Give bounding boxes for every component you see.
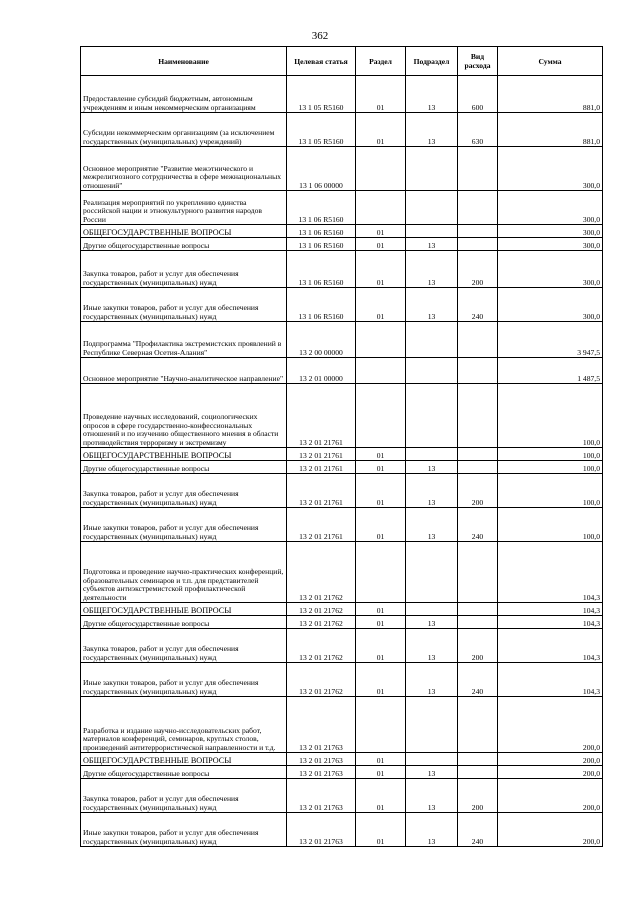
row-amount-cell: 3 947,5 (498, 322, 603, 358)
row-amount-cell: 200,0 (498, 813, 603, 847)
row-target-cell: 13 2 01 21763 (287, 753, 356, 766)
table-row (81, 629, 603, 663)
row-target-cell: 13 2 01 21761 (287, 474, 356, 508)
row-section-cell: 01 (356, 603, 406, 616)
row-amount-cell: 200,0 (498, 779, 603, 813)
row-subsection-cell: 13 (406, 766, 458, 779)
row-name-cell: Иные закупки товаров, работ и услуг для обеспечения государственных (муниципальных) нужд (81, 508, 287, 542)
row-name-cell: Закупка товаров, работ и услуг для обеспечения государственных (муниципальных) нужд (81, 779, 287, 813)
row-expense-type-cell (458, 753, 498, 766)
table-row (81, 191, 603, 225)
row-expense-type-cell (458, 448, 498, 461)
row-subsection-cell (406, 384, 458, 448)
row-amount-cell: 300,0 (498, 238, 603, 251)
table-row (81, 76, 603, 113)
row-amount-cell: 200,0 (498, 697, 603, 753)
table-row (81, 508, 603, 542)
row-expense-type-cell (458, 358, 498, 384)
table-row (81, 461, 603, 474)
row-amount-cell: 200,0 (498, 766, 603, 779)
row-name-cell: ОБЩЕГОСУДАРСТВЕННЫЕ ВОПРОСЫ (81, 753, 287, 766)
page-number: 362 (311, 30, 329, 42)
row-subsection-cell: 13 (406, 474, 458, 508)
row-target-cell: 13 2 01 21763 (287, 779, 356, 813)
row-expense-type-cell (458, 766, 498, 779)
row-target-cell: 13 2 01 21761 (287, 384, 356, 448)
row-name-cell: Разработка и издание научно-исследовательских работ, материалов конференций, семинаров, круглых столов, произведений антитеррористической направленности и т.д. (81, 697, 287, 753)
row-target-cell: 13 1 06 R5160 (287, 238, 356, 251)
row-expense-type-cell (458, 542, 498, 603)
row-expense-type-cell: 200 (458, 474, 498, 508)
row-expense-type-cell (458, 191, 498, 225)
row-amount-cell: 100,0 (498, 448, 603, 461)
row-name-cell: Основное мероприятие "Научно-аналитическое направление" (81, 358, 287, 384)
row-section-cell: 01 (356, 251, 406, 288)
row-section-cell: 01 (356, 779, 406, 813)
row-subsection-cell (406, 147, 458, 191)
row-name-cell: Закупка товаров, работ и услуг для обеспечения государственных (муниципальных) нужд (81, 474, 287, 508)
row-subsection-cell: 13 (406, 251, 458, 288)
row-subsection-cell: 13 (406, 616, 458, 629)
row-expense-type-cell: 630 (458, 113, 498, 147)
row-expense-type-cell (458, 238, 498, 251)
row-expense-type-cell: 200 (458, 629, 498, 663)
row-section-cell: 01 (356, 113, 406, 147)
row-name-cell: Другие общегосударственные вопросы (81, 238, 287, 251)
budget-table (80, 46, 603, 847)
row-subsection-cell: 13 (406, 779, 458, 813)
row-expense-type-cell (458, 147, 498, 191)
table-row (81, 474, 603, 508)
row-section-cell: 01 (356, 766, 406, 779)
table-row (81, 358, 603, 384)
row-section-cell: 01 (356, 629, 406, 663)
row-section-cell (356, 384, 406, 448)
row-section-cell: 01 (356, 225, 406, 238)
row-section-cell: 01 (356, 474, 406, 508)
row-subsection-cell: 13 (406, 76, 458, 113)
row-target-cell: 13 2 01 21761 (287, 461, 356, 474)
row-subsection-cell: 13 (406, 508, 458, 542)
row-section-cell: 01 (356, 508, 406, 542)
row-subsection-cell (406, 225, 458, 238)
row-section-cell: 01 (356, 461, 406, 474)
row-name-cell: Проведение научных исследований, социологических опросов в сфере государственно-конфессиональных отношений и по изучению общественного мнения в области противодействия терроризму и экстремизму (81, 384, 287, 448)
row-amount-cell: 300,0 (498, 191, 603, 225)
row-target-cell: 13 1 06 R5160 (287, 225, 356, 238)
row-expense-type-cell (458, 225, 498, 238)
row-expense-type-cell (458, 603, 498, 616)
row-amount-cell: 100,0 (498, 461, 603, 474)
row-name-cell: Закупка товаров, работ и услуг для обеспечения государственных (муниципальных) нужд (81, 251, 287, 288)
table-row (81, 663, 603, 697)
row-amount-cell: 1 487,5 (498, 358, 603, 384)
row-amount-cell: 300,0 (498, 288, 603, 322)
row-amount-cell: 200,0 (498, 753, 603, 766)
row-name-cell: Другие общегосударственные вопросы (81, 461, 287, 474)
row-name-cell: Основное мероприятие "Развитие межэтнического и межрелигиозного сотрудничества в сфере межнациональных отношений" (81, 147, 287, 191)
row-amount-cell: 100,0 (498, 508, 603, 542)
row-expense-type-cell: 240 (458, 813, 498, 847)
table-row (81, 603, 603, 616)
row-name-cell: Другие общегосударственные вопросы (81, 766, 287, 779)
row-subsection-cell (406, 322, 458, 358)
row-subsection-cell: 13 (406, 629, 458, 663)
table-row (81, 753, 603, 766)
row-amount-cell: 881,0 (498, 113, 603, 147)
row-name-cell: ОБЩЕГОСУДАРСТВЕННЫЕ ВОПРОСЫ (81, 603, 287, 616)
row-section-cell: 01 (356, 238, 406, 251)
row-section-cell: 01 (356, 753, 406, 766)
row-amount-cell: 104,3 (498, 629, 603, 663)
row-target-cell: 13 2 01 21762 (287, 542, 356, 603)
row-target-cell: 13 2 01 21763 (287, 766, 356, 779)
row-target-cell: 13 1 05 R5160 (287, 76, 356, 113)
table-row (81, 542, 603, 603)
row-target-cell: 13 1 06 R5160 (287, 288, 356, 322)
table-row (81, 251, 603, 288)
row-target-cell: 13 2 01 00000 (287, 358, 356, 384)
row-section-cell: 01 (356, 663, 406, 697)
row-subsection-cell (406, 191, 458, 225)
header-name: Наименование (81, 47, 287, 76)
row-target-cell: 13 2 01 21762 (287, 663, 356, 697)
row-amount-cell: 104,3 (498, 616, 603, 629)
row-subsection-cell: 13 (406, 461, 458, 474)
row-expense-type-cell: 200 (458, 251, 498, 288)
row-target-cell: 13 2 01 21763 (287, 813, 356, 847)
row-target-cell: 13 2 01 21762 (287, 603, 356, 616)
row-subsection-cell: 13 (406, 813, 458, 847)
row-name-cell: Другие общегосударственные вопросы (81, 616, 287, 629)
row-section-cell (356, 697, 406, 753)
row-section-cell (356, 191, 406, 225)
row-section-cell: 01 (356, 448, 406, 461)
header-amount: Сумма (498, 47, 603, 76)
row-subsection-cell: 13 (406, 288, 458, 322)
row-expense-type-cell: 600 (458, 76, 498, 113)
row-subsection-cell (406, 448, 458, 461)
row-target-cell: 13 2 01 21763 (287, 697, 356, 753)
table-row (81, 779, 603, 813)
row-section-cell (356, 322, 406, 358)
row-expense-type-cell (458, 616, 498, 629)
row-target-cell: 13 2 01 21762 (287, 616, 356, 629)
row-expense-type-cell (458, 461, 498, 474)
row-amount-cell: 104,3 (498, 663, 603, 697)
table-row (81, 384, 603, 448)
row-target-cell: 13 2 01 21762 (287, 629, 356, 663)
row-name-cell: ОБЩЕГОСУДАРСТВЕННЫЕ ВОПРОСЫ (81, 225, 287, 238)
row-expense-type-cell (458, 322, 498, 358)
row-subsection-cell: 13 (406, 238, 458, 251)
table-row (81, 766, 603, 779)
row-section-cell (356, 542, 406, 603)
table-row (81, 288, 603, 322)
table-row (81, 322, 603, 358)
row-name-cell: Субсидии некоммерческим организациям (за исключением государственных (муниципальных) учреждений) (81, 113, 287, 147)
row-name-cell: Иные закупки товаров, работ и услуг для обеспечения государственных (муниципальных) нужд (81, 288, 287, 322)
row-section-cell: 01 (356, 813, 406, 847)
row-name-cell: Иные закупки товаров, работ и услуг для обеспечения государственных (муниципальных) нужд (81, 663, 287, 697)
row-expense-type-cell: 200 (458, 779, 498, 813)
row-target-cell: 13 2 00 00000 (287, 322, 356, 358)
table-row (81, 813, 603, 847)
header-section: Раздел (356, 47, 406, 76)
row-subsection-cell (406, 603, 458, 616)
row-target-cell: 13 2 01 21761 (287, 448, 356, 461)
row-section-cell: 01 (356, 288, 406, 322)
row-target-cell: 13 1 05 R5160 (287, 113, 356, 147)
row-name-cell: Подпрограмма "Профилактика экстремистских проявлений в Республике Северная Осетия-Алания" (81, 322, 287, 358)
row-expense-type-cell: 240 (458, 663, 498, 697)
row-subsection-cell (406, 358, 458, 384)
row-name-cell: Иные закупки товаров, работ и услуг для обеспечения государственных (муниципальных) нужд (81, 813, 287, 847)
table-row (81, 113, 603, 147)
row-name-cell: Реализация мероприятий по укреплению единства российской нации и этнокультурного развития народов России (81, 191, 287, 225)
row-subsection-cell (406, 697, 458, 753)
row-section-cell: 01 (356, 76, 406, 113)
row-target-cell: 13 2 01 21761 (287, 508, 356, 542)
row-name-cell: Закупка товаров, работ и услуг для обеспечения государственных (муниципальных) нужд (81, 629, 287, 663)
row-amount-cell: 100,0 (498, 384, 603, 448)
row-expense-type-cell (458, 697, 498, 753)
row-name-cell: Подготовка и проведение научно-практических конференций, образовательных семинаров и т.п. для представителей субъектов антиэкстремистской профилактической деятельности (81, 542, 287, 603)
row-amount-cell: 300,0 (498, 147, 603, 191)
row-target-cell: 13 1 06 R5160 (287, 251, 356, 288)
header-expense-type: Вид расхода (458, 47, 498, 76)
row-expense-type-cell (458, 384, 498, 448)
row-expense-type-cell: 240 (458, 288, 498, 322)
row-amount-cell: 104,3 (498, 603, 603, 616)
row-section-cell: 01 (356, 616, 406, 629)
row-subsection-cell: 13 (406, 113, 458, 147)
row-amount-cell: 104,3 (498, 542, 603, 603)
table-row (81, 448, 603, 461)
row-amount-cell: 100,0 (498, 474, 603, 508)
table-header (81, 47, 603, 76)
row-expense-type-cell: 240 (458, 508, 498, 542)
row-section-cell (356, 358, 406, 384)
table-row (81, 616, 603, 629)
row-subsection-cell: 13 (406, 663, 458, 697)
row-name-cell: Предоставление субсидий бюджетным, автономным учреждениям и иным некоммерческим организациям (81, 76, 287, 113)
table-row (81, 147, 603, 191)
row-target-cell: 13 1 06 00000 (287, 147, 356, 191)
header-subsection: Подраздел (406, 47, 458, 76)
table-body (81, 76, 603, 847)
row-section-cell (356, 147, 406, 191)
header-target-article: Целевая статья (287, 47, 356, 76)
table-row (81, 697, 603, 753)
row-subsection-cell (406, 753, 458, 766)
row-amount-cell: 300,0 (498, 251, 603, 288)
row-subsection-cell (406, 542, 458, 603)
row-amount-cell: 300,0 (498, 225, 603, 238)
table-row (81, 225, 603, 238)
row-target-cell: 13 1 06 R5160 (287, 191, 356, 225)
table-row (81, 238, 603, 251)
row-name-cell: ОБЩЕГОСУДАРСТВЕННЫЕ ВОПРОСЫ (81, 448, 287, 461)
row-amount-cell: 881,0 (498, 76, 603, 113)
